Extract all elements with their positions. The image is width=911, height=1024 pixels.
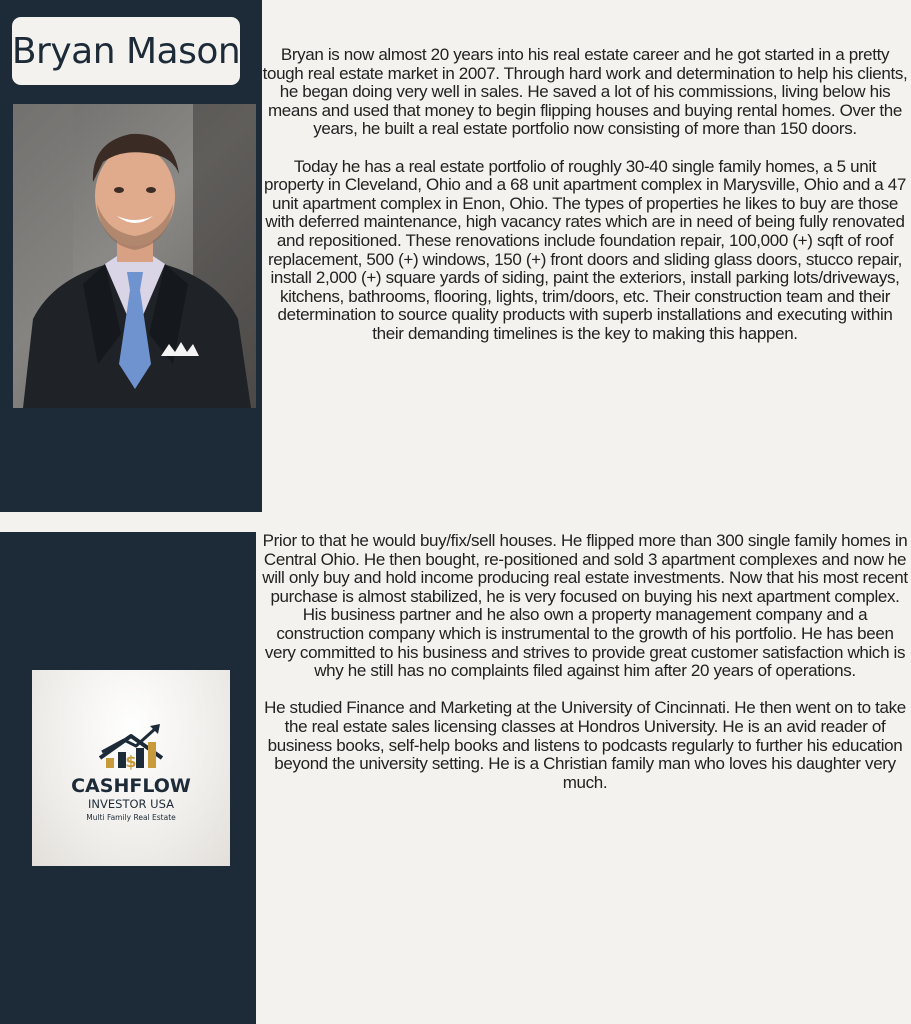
- logo-line2: INVESTOR USA: [88, 797, 174, 811]
- bio-paragraph: He studied Finance and Marketing at the University of Cincinnati. He then went on to take the real estate sales licensing classes at Hondros University. He is an avid reader of business books, self-help books and listens to podcasts regularly to further his education beyond the university setting. He is a Christian family man who loves his daughter very much.: [264, 698, 906, 792]
- person-name: Bryan Mason: [11, 30, 241, 72]
- headshot-photo: [13, 104, 256, 408]
- bio-section-bottom: [262, 532, 908, 792]
- bar-icon: [106, 758, 114, 768]
- logo-line3: Multi Family Real Estate: [86, 813, 176, 822]
- bio-paragraph: Bryan is now almost 20 years into his real estate career and he got started in a pretty tough real estate market in 2007. Through hard work and determination to help his clients, he began doing very well in sales. He saved a lot of his commissions, living below his means and used that money to begin flipping houses and buying rental homes. Over the years, he built a real estate portfolio now consisting of more than 150 doors.: [262, 45, 908, 139]
- dollar-icon: $: [125, 752, 137, 771]
- bio-paragraph: Today he has a real estate portfolio of roughly 30-40 single family homes, a 5 unit property in Cleveland, Ohio and a 68 unit apartment complex in Marysville, Ohio and a 47 unit apartment complex in Enon, Ohio. The types of properties he likes to buy are those with deferred maintenance, high vacancy rates which are in need of being fully renovated and repositioned. These renovations include foundation repair, 100,000 (+) sqft of roof replacement, 500 (+) windows, 150 (+) front doors and sliding glass doors, stucco repair, install 2,000 (+) square yards of siding, paint the exteriors, install parking lots/driveways, kitchens, bathrooms, flooring, lights, trim/doors, etc. Their construction team and their determination to source quality products with superb installations and executing within their demanding timelines is the key to making this happen.: [263, 156, 906, 343]
- bio-paragraph: Prior to that he would buy/fix/sell houses. He flipped more than 300 single family homes in Central Ohio. He then bought, re-positioned and sold 3 apartment complexes and now he will only buy and hold income producing real estate investments. Now that his most recent purchase is almost stabilized, he is very focused on buying his next apartment complex. His business partner and he also own a property management company and a construction company which is instrumental to the growth of his portfolio. He has been very committed to his business and strives to provide great customer satisfaction which is why he still has no complaints filed against him after 20 years of operations.: [262, 531, 908, 681]
- bio-section-top: [262, 46, 908, 344]
- bar-icon: [136, 748, 144, 768]
- headshot-illustration: [13, 104, 256, 408]
- logo-graphic: [32, 670, 230, 866]
- bar-icon: [148, 742, 156, 768]
- logo-line1: CASHFLOW: [71, 775, 191, 797]
- company-logo: [32, 670, 230, 866]
- name-card: [12, 17, 240, 85]
